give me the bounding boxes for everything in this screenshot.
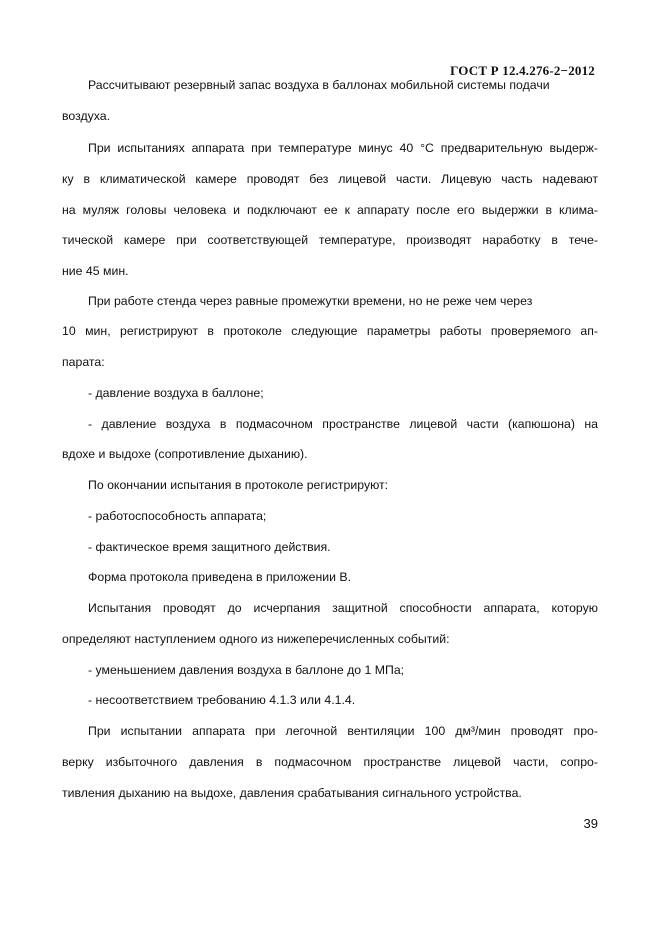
list-item: - давление воздуха в подмасочном пространстве лицевой части (капюшона) на: [88, 417, 598, 431]
text-line: на муляж головы человека и подключают ее к аппарату после его выдержки в клима-: [62, 203, 598, 217]
text-line: По окончании испытания в протоколе регистрируют:: [88, 478, 389, 492]
text-line: парата:: [62, 355, 105, 369]
text-line: Форма протокола приведена в приложении В.: [88, 570, 352, 584]
text-line: 10 мин, регистрируют в протоколе следующие параметры работы проверяемого ап-: [62, 324, 598, 338]
list-item: - давление воздуха в баллоне;: [88, 386, 264, 400]
list-item: - уменьшением давления воздуха в баллоне до 1 МПа;: [88, 663, 405, 677]
text-line: тивления дыханию на выдохе, давления срабатывания сигнального устройства.: [62, 786, 522, 800]
text-line: При испытании аппарата при легочной вентиляции 100 дм³/мин проводят про-: [88, 724, 598, 738]
page-number: 39: [583, 816, 598, 831]
text-line: Рассчитывают резервный запас воздуха в баллонах мобильной системы подачи: [88, 78, 550, 92]
text-line: вдохе и выдохе (сопротивление дыханию).: [62, 447, 308, 461]
text-line: определяют наступлением одного из нижеперечисленных событий:: [62, 632, 450, 646]
text-line: Испытания проводят до исчерпания защитной способности аппарата, которую: [88, 601, 598, 615]
list-item: - работоспособность аппарата;: [88, 509, 267, 523]
text-line: воздуха.: [62, 109, 111, 123]
document-header: ГОСТ Р 12.4.276-2−2012: [450, 63, 595, 78]
text-line: При испытаниях аппарата при температуре минус 40 °С предварительную выдерж-: [88, 141, 598, 155]
list-item: - фактическое время защитного действия.: [88, 540, 331, 554]
text-line: При работе стенда через равные промежутки времени, но не реже чем через: [88, 294, 533, 308]
text-line: тической камере при соответствующей температуре, производят наработку в тече-: [62, 233, 598, 247]
list-item: - несоответствием требованию 4.1.3 или 4.1.4.: [88, 693, 356, 707]
text-line: верку избыточного давления в подмасочном пространстве лицевой части, сопро-: [62, 755, 598, 769]
text-line: ку в климатической камере проводят без лицевой части. Лицевую часть надевают: [62, 172, 598, 186]
text-line: ние 45 мин.: [62, 264, 129, 278]
